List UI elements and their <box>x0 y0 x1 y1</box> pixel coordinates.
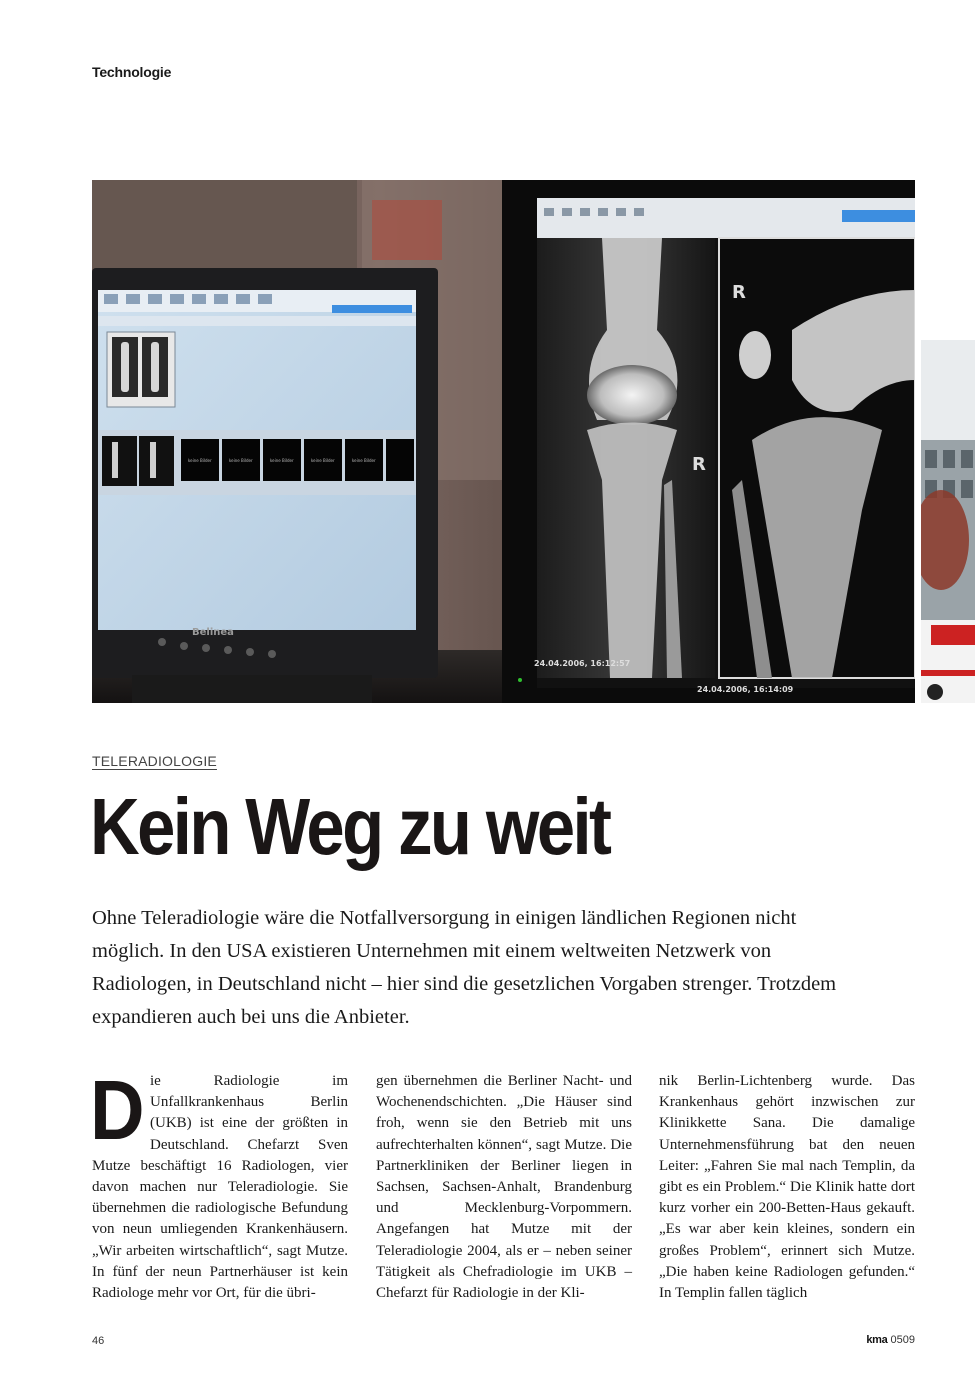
body-column-2: gen übernehmen die Berliner Nacht- und Wochenendschichten. „Die Häuser sind froh, wenn sie den Betrieb mit uns aufrechterhalten können“, sagt Mutze. Die Partnerkliniken der Berliner liegen in Sachsen, Sachsen-Anhalt, Brandenburg und Mecklenburg-Vorpommern. Angefangen hat Mutze mit der Teleradiologie 2004, als er – neben seiner Tätigkeit als Chefradiologie im UKB – Chefarzt für Radiologie in der Kli- <box>376 1073 632 1302</box>
svg-text:R: R <box>692 454 706 475</box>
svg-text:keine Bilder: keine Bilder <box>352 458 376 463</box>
svg-text:R: R <box>732 282 746 303</box>
page-number: 46 <box>92 1335 105 1347</box>
body-column-1 <box>90 1063 348 1304</box>
body-column-1-text: ie Radiologie im Unfallkrankenhaus Berlin (UKB) ist eine der größten in Deutschland. Chefarzt Sven Mutze beschäftigt 16 Radiologen, vier davon machen nur Teleradiologie. Sie übernehmen die radiologische Befundung von neun umliegenden Krankenhäusern. „Wir arbeiten wirtschaftlich“, sagt Mutze. In fünf der neun Partnerhäuser ist kein Radiologe mehr vor Ort, für die übri- <box>92 1073 348 1302</box>
article-photo <box>92 180 915 703</box>
dropcap: D <box>90 1063 145 1157</box>
section-label: Technologie <box>92 64 172 80</box>
article-headline: Kein Weg zu weit <box>90 782 610 871</box>
svg-text:24.04.2006, 16:14:09: 24.04.2006, 16:14:09 <box>697 685 794 694</box>
svg-text:keine Bilder: keine Bilder <box>270 458 294 463</box>
svg-text:keine Bilder: keine Bilder <box>311 458 335 463</box>
svg-text:keine Bilder: keine Bilder <box>229 458 253 463</box>
article-kicker: TELERADIOLOGIE <box>92 753 217 769</box>
photo-edge-strip <box>921 340 975 703</box>
svg-text:24.04.2006, 16:12:57: 24.04.2006, 16:12:57 <box>534 659 631 668</box>
magazine-issue <box>866 1334 915 1346</box>
svg-text:Belinea: Belinea <box>192 627 234 638</box>
magazine-brand: kma <box>866 1334 888 1346</box>
article-lead: Ohne Teleradiologie wäre die Notfallversorgung in einigen ländlichen Regionen nicht möglich. In den USA existieren Unternehmen mit einem weltweiten Netzwerk von Radiologen, in Deutschland nicht – hier sind die gesetzlichen Vorgaben strenger. Trotzdem expandieren auch bei uns die Anbieter. <box>92 907 837 1028</box>
body-column-3: nik Berlin-Lichtenberg wurde. Das Krankenhaus gehört inzwischen zur Klinikkette Sana. Die damalige Unternehmensführung bat den neuen Leiter: „Fahren Sie mal nach Templin, da gibt es ein Problem.“ Die Klinik hatte dort kurz vorher ein 200-Betten-Haus gekauft. „Es war aber kein kleines, sondern ein großes Problem“, erinnert sich Mutze. „Die haben keine Radiologen gefunden.“ In Templin fallen täglich <box>659 1073 915 1302</box>
issue-number: 0509 <box>890 1334 915 1346</box>
svg-text:keine Bilder: keine Bilder <box>188 458 212 463</box>
